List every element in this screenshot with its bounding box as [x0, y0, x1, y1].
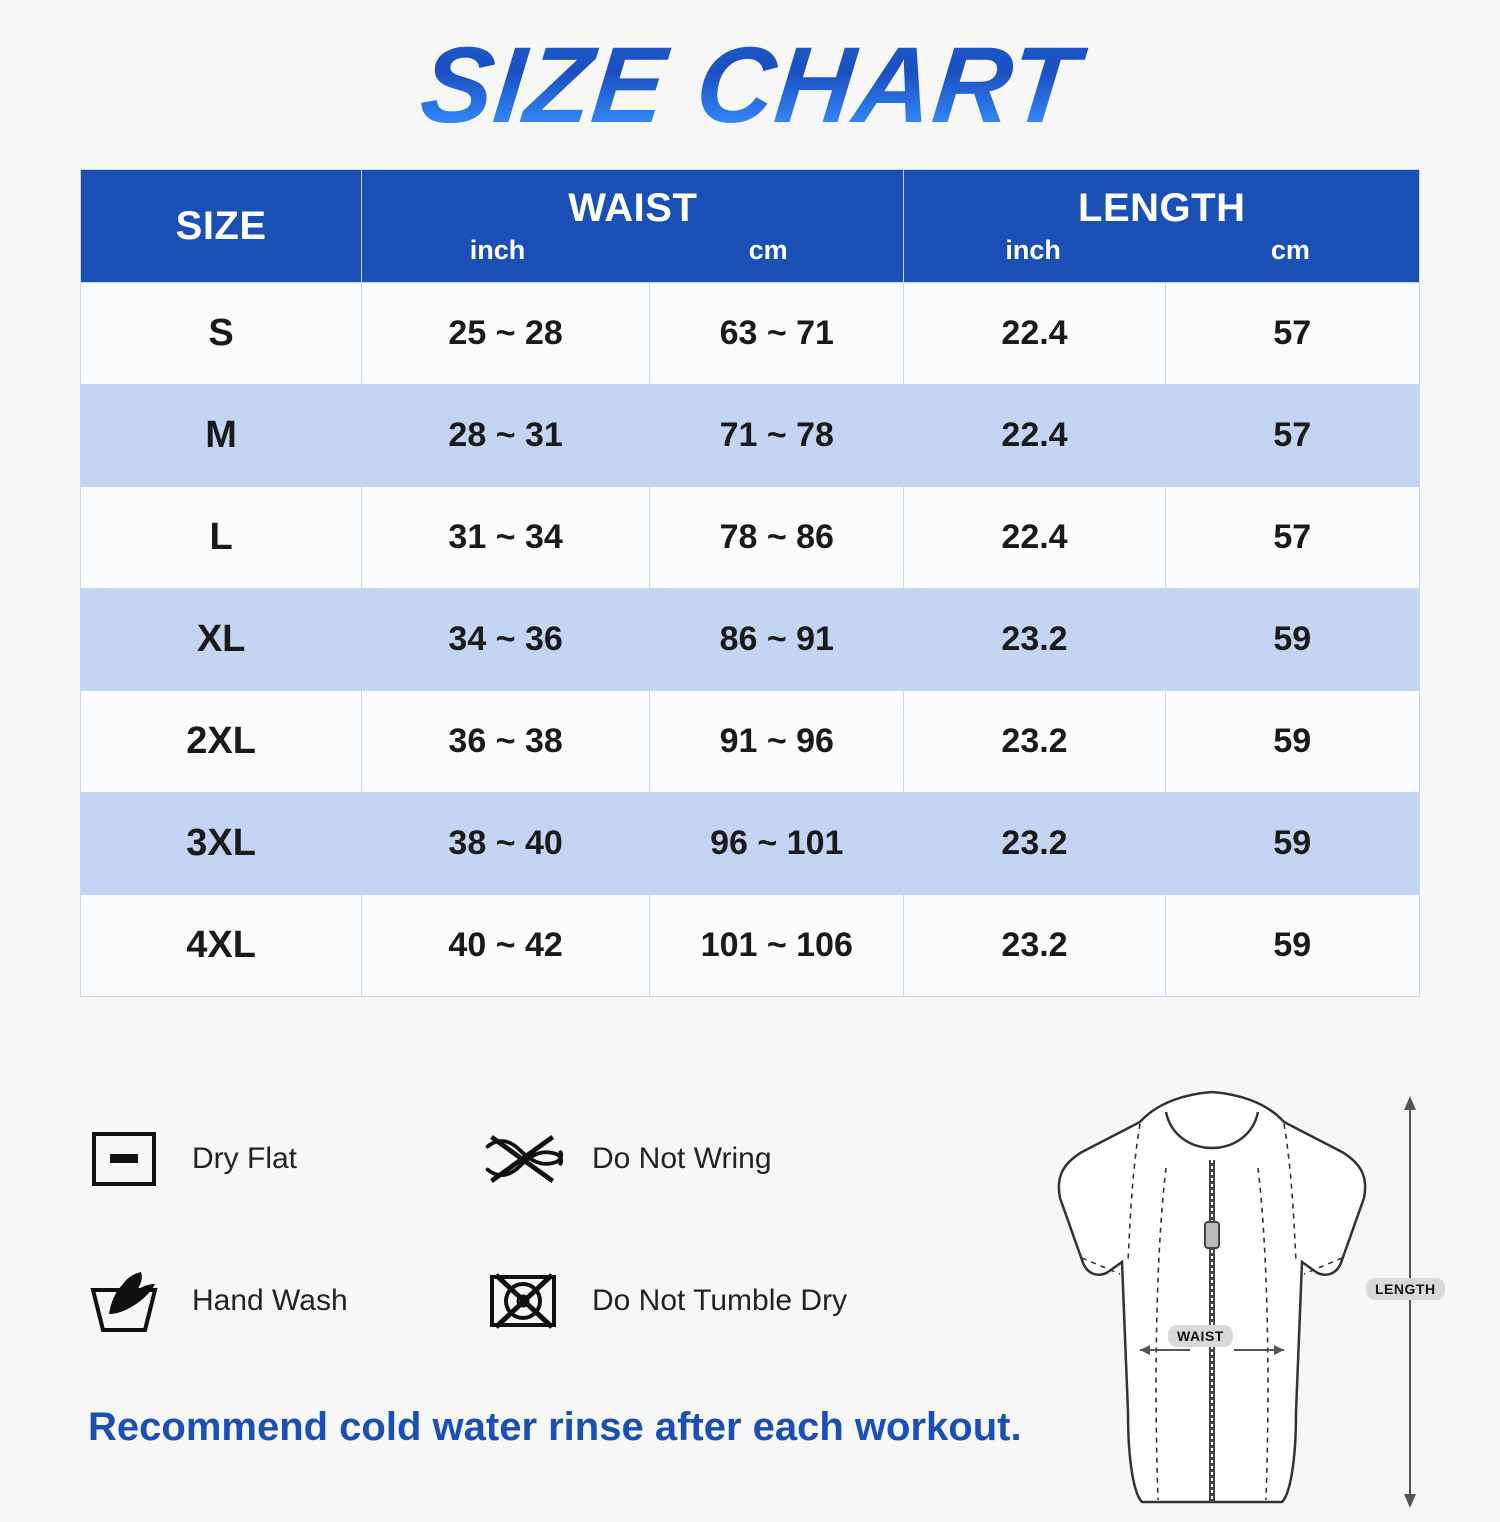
waist-tag: WAIST: [1168, 1325, 1233, 1347]
cell-length-inch: 23.2: [904, 895, 1165, 997]
cell-waist-inch: 40 ~ 42: [362, 895, 650, 997]
cell-waist-inch: 31 ~ 34: [362, 487, 650, 589]
cell-length-cm: 59: [1165, 691, 1419, 793]
cell-length-inch: 22.4: [904, 283, 1165, 385]
cell-waist-cm: 78 ~ 86: [650, 487, 904, 589]
cell-size: M: [81, 385, 362, 487]
care-item-do-not-wring: [478, 1117, 878, 1201]
cell-size: S: [81, 283, 362, 385]
care-label-do-not-tumble-dry: Do Not Tumble Dry: [592, 1284, 848, 1317]
column-header-waist-unit-inch: inch: [469, 235, 526, 265]
care-label-hand-wash: Hand Wash: [192, 1284, 348, 1317]
cell-length-inch: 23.2: [904, 589, 1165, 691]
cell-waist-inch: 34 ~ 36: [362, 589, 650, 691]
cell-size: XL: [81, 589, 362, 691]
column-header-waist-unit-cm: cm: [748, 235, 788, 265]
cell-waist-cm: 91 ~ 96: [650, 691, 904, 793]
care-item-hand-wash: [78, 1259, 478, 1343]
column-header-length-unit-inch: inch: [1005, 235, 1061, 265]
care-item-do-not-tumble-dry: [478, 1259, 878, 1343]
size-chart-table: [80, 169, 1420, 997]
cell-size: 4XL: [81, 895, 362, 997]
care-label-dry-flat: Dry Flat: [192, 1142, 297, 1175]
cell-length-inch: 23.2: [904, 793, 1165, 895]
hand-wash-icon: [78, 1259, 170, 1343]
care-item-dry-flat: [78, 1117, 478, 1201]
column-header-length-unit-cm: cm: [1270, 235, 1310, 265]
garment-diagram: [990, 1082, 1460, 1512]
cell-waist-cm: 63 ~ 71: [650, 283, 904, 385]
table-row: [81, 283, 1420, 385]
table-row: [81, 589, 1420, 691]
length-tag: LENGTH: [1366, 1278, 1445, 1300]
cell-length-cm: 59: [1165, 895, 1419, 997]
table-row: [81, 895, 1420, 997]
cell-length-cm: 57: [1165, 385, 1419, 487]
cell-length-cm: 59: [1165, 589, 1419, 691]
page-title: SIZE CHART: [0, 22, 1500, 147]
cell-length-inch: 22.4: [904, 487, 1165, 589]
cell-waist-inch: 28 ~ 31: [362, 385, 650, 487]
column-header-size-label: SIZE: [175, 203, 267, 248]
cell-length-cm: 57: [1165, 283, 1419, 385]
cell-size: 3XL: [81, 793, 362, 895]
care-label-do-not-wring: Do Not Wring: [592, 1142, 772, 1175]
column-header-size: [81, 170, 362, 283]
cell-waist-inch: 36 ~ 38: [362, 691, 650, 793]
table-row: [81, 793, 1420, 895]
cell-waist-cm: 101 ~ 106: [650, 895, 904, 997]
table-row: [81, 385, 1420, 487]
table-row: [81, 691, 1420, 793]
do-not-wring-icon: [478, 1117, 570, 1201]
cell-waist-cm: 96 ~ 101: [650, 793, 904, 895]
dry-flat-icon: [78, 1117, 170, 1201]
cell-size: L: [81, 487, 362, 589]
cell-length-cm: 59: [1165, 793, 1419, 895]
table-row: [81, 487, 1420, 589]
column-header-waist-label: WAIST: [568, 186, 698, 230]
column-header-length-label: LENGTH: [1078, 186, 1246, 230]
size-chart-table-wrapper: [80, 169, 1420, 997]
care-instructions: [78, 1117, 978, 1401]
cell-waist-cm: 86 ~ 91: [650, 589, 904, 691]
cell-length-inch: 22.4: [904, 385, 1165, 487]
cell-waist-inch: 25 ~ 28: [362, 283, 650, 385]
cell-length-inch: 23.2: [904, 691, 1165, 793]
column-header-length: [904, 170, 1420, 283]
do-not-tumble-dry-icon: [478, 1259, 570, 1343]
table-body: [81, 283, 1420, 997]
table-header: [81, 170, 1420, 283]
cell-waist-inch: 38 ~ 40: [362, 793, 650, 895]
cell-waist-cm: 71 ~ 78: [650, 385, 904, 487]
cell-length-cm: 57: [1165, 487, 1419, 589]
column-header-waist: [362, 170, 904, 283]
cell-size: 2XL: [81, 691, 362, 793]
footer-note: Recommend cold water rinse after each workout.: [88, 1405, 1022, 1449]
